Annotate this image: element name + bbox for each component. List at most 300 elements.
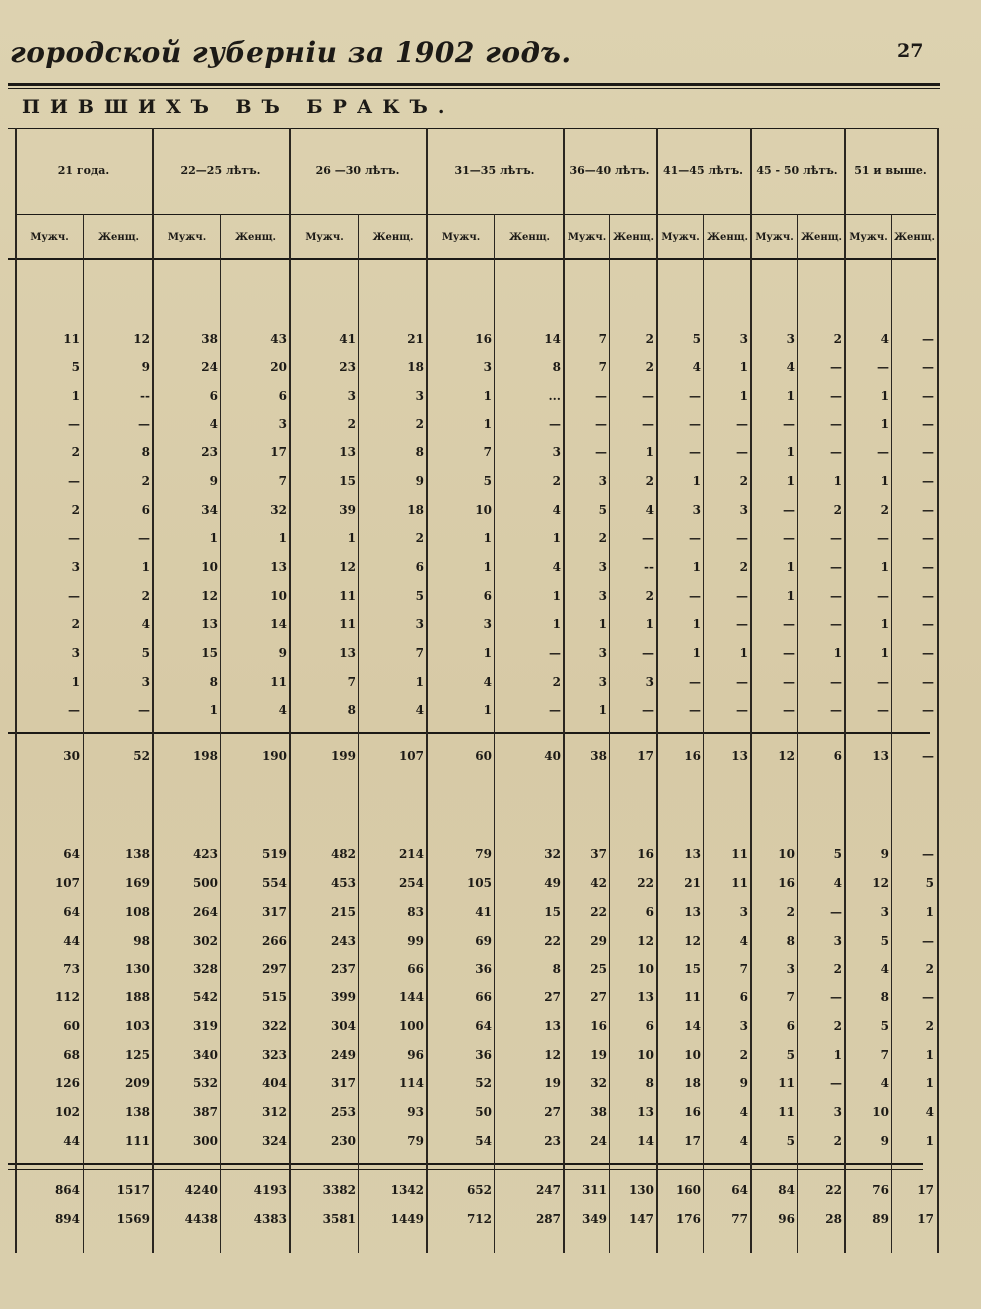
- table-cell: —: [877, 589, 889, 603]
- table-cell: —: [922, 389, 934, 403]
- table-cell: 3: [598, 560, 607, 574]
- table-cell: 126: [54, 1076, 80, 1090]
- sex-header: Мужч.: [567, 231, 607, 243]
- table-cell: 64: [63, 847, 80, 861]
- table-cell: —: [830, 1076, 842, 1090]
- table-cell: —: [783, 646, 795, 660]
- table-cell: —: [736, 675, 748, 689]
- table-cell: 1: [552, 531, 561, 545]
- table-cell: 5: [786, 1134, 795, 1148]
- table-cell: 60: [475, 749, 492, 763]
- table-cell: 1: [786, 445, 795, 459]
- table-cell: 1: [552, 589, 561, 603]
- table-cell: 10: [684, 1048, 701, 1062]
- table-cell: 130: [628, 1183, 654, 1197]
- table-cell: —: [783, 703, 795, 717]
- table-cell: 3: [786, 962, 795, 976]
- table-cell: 1: [925, 1076, 934, 1090]
- table-cell: 32: [270, 503, 287, 517]
- top-rule: [8, 83, 940, 86]
- table-cell: 18: [407, 503, 424, 517]
- table-cell: 17: [917, 1183, 934, 1197]
- block1-total-rule: [8, 732, 930, 734]
- column-rule: [494, 214, 495, 1253]
- table-cell: 5: [692, 332, 701, 346]
- grand-total-rule: [8, 1169, 923, 1170]
- table-cell: 4: [552, 560, 561, 574]
- table-cell: 42: [590, 876, 607, 890]
- table-cell: 2: [71, 617, 80, 631]
- table-cell: —: [922, 646, 934, 660]
- table-cell: 9: [278, 646, 287, 660]
- table-cell: 3: [141, 675, 150, 689]
- table-cell: 22: [637, 876, 654, 890]
- age-group-header: 41—45 лѣтъ.: [662, 163, 744, 177]
- table-cell: 482: [330, 847, 356, 861]
- table-cell: 21: [407, 332, 424, 346]
- table-cell: 12: [201, 589, 218, 603]
- section-title: ПИВШИХЪ ВЪ БРАКЪ.: [22, 96, 455, 118]
- table-cell: 5: [880, 1019, 889, 1033]
- table-cell: —: [922, 703, 934, 717]
- table-cell: 1: [739, 646, 748, 660]
- table-cell: —: [830, 389, 842, 403]
- table-cell: —: [689, 389, 701, 403]
- table-cell: —: [689, 589, 701, 603]
- table-cell: 312: [261, 1105, 287, 1119]
- table-cell: 1: [692, 560, 701, 574]
- table-cell: 21: [684, 876, 701, 890]
- table-cell: 1: [786, 389, 795, 403]
- table-cell: 169: [124, 876, 150, 890]
- table-cell: 7: [598, 360, 607, 374]
- table-cell: 64: [63, 905, 80, 919]
- age-group-header: 51 и выше.: [854, 163, 927, 177]
- table-cell: 3: [598, 474, 607, 488]
- table-cell: 453: [330, 876, 356, 890]
- table-cell: 4: [739, 934, 748, 948]
- age-group-header: 31—35 лѣтъ.: [454, 163, 535, 177]
- table-cell: —: [830, 675, 842, 689]
- table-cell: 7: [347, 675, 356, 689]
- table-cell: 349: [581, 1212, 607, 1226]
- table-cell: 13: [637, 1105, 654, 1119]
- table-cell: 237: [330, 962, 356, 976]
- table-cell: 7: [786, 990, 795, 1004]
- age-group-header: 22—25 лѣтъ.: [180, 163, 261, 177]
- table-cell: 16: [684, 1105, 701, 1119]
- table-cell: 13: [339, 646, 356, 660]
- table-cell: 13: [684, 905, 701, 919]
- table-cell: 3: [833, 934, 842, 948]
- page-number: 27: [897, 40, 924, 62]
- age-group-header: 26 —30 лѣтъ.: [315, 163, 400, 177]
- table-cell: 6: [141, 503, 150, 517]
- table-cell: 328: [192, 962, 218, 976]
- table-cell: —: [642, 646, 654, 660]
- table-cell: 14: [637, 1134, 654, 1148]
- table-cell: 399: [330, 990, 356, 1004]
- table-cell: —: [922, 617, 934, 631]
- table-cell: 17: [637, 749, 654, 763]
- table-cell: 36: [475, 1048, 492, 1062]
- table-cell: 7: [739, 962, 748, 976]
- table-cell: —: [595, 417, 607, 431]
- table-cell: 23: [544, 1134, 561, 1148]
- table-cell: 4: [645, 503, 654, 517]
- table-cell: 1: [880, 474, 889, 488]
- table-cell: 3: [880, 905, 889, 919]
- table-cell: 3: [483, 360, 492, 374]
- table-cell: 2: [645, 360, 654, 374]
- table-cell: —: [783, 503, 795, 517]
- table-cell: 4: [880, 962, 889, 976]
- table-cell: —: [877, 703, 889, 717]
- table-cell: 22: [590, 905, 607, 919]
- table-cell: 1: [739, 360, 748, 374]
- table-cell: 9: [739, 1076, 748, 1090]
- table-cell: 19: [544, 1076, 561, 1090]
- table-cell: 247: [535, 1183, 561, 1197]
- table-cell: 1: [209, 703, 218, 717]
- table-cell: 11: [731, 876, 748, 890]
- table-cell: 1: [483, 417, 492, 431]
- table-cell: 864: [54, 1183, 80, 1197]
- table-cell: 5: [598, 503, 607, 517]
- table-cell: 76: [872, 1183, 889, 1197]
- block2-total-rule: [8, 1163, 923, 1165]
- table-cell: 2: [880, 503, 889, 517]
- table-cell: 6: [739, 990, 748, 1004]
- table-cell: 2: [552, 675, 561, 689]
- table-cell: 23: [339, 360, 356, 374]
- table-cell: 9: [141, 360, 150, 374]
- table-cell: 6: [786, 1019, 795, 1033]
- table-cell: 6: [209, 389, 218, 403]
- table-cell: 249: [330, 1048, 356, 1062]
- table-cell: 16: [475, 332, 492, 346]
- table-cell: 317: [330, 1076, 356, 1090]
- table-cell: —: [830, 990, 842, 1004]
- table-cell: 1: [786, 474, 795, 488]
- table-cell: 1: [645, 617, 654, 631]
- table-cell: 22: [544, 934, 561, 948]
- table-cell: 8: [415, 445, 424, 459]
- table-cell: —: [736, 703, 748, 717]
- table-cell: —: [138, 417, 150, 431]
- table-cell: 4: [925, 1105, 934, 1119]
- table-cell: 304: [330, 1019, 356, 1033]
- table-cell: 3581: [322, 1212, 356, 1226]
- table-cell: 302: [192, 934, 218, 948]
- table-cell: 4: [739, 1105, 748, 1119]
- table-cell: 125: [124, 1048, 150, 1062]
- table-cell: 2: [347, 417, 356, 431]
- table-cell: 13: [544, 1019, 561, 1033]
- table-cell: 20: [270, 360, 287, 374]
- table-cell: 3: [278, 417, 287, 431]
- table-cell: 27: [544, 990, 561, 1004]
- sex-header: Женщ.: [706, 231, 749, 243]
- table-cell: 1: [209, 531, 218, 545]
- table-cell: 3: [598, 589, 607, 603]
- table-cell: 14: [684, 1019, 701, 1033]
- table-cell: 1: [739, 389, 748, 403]
- table-cell: —: [736, 617, 748, 631]
- table-cell: 7: [880, 1048, 889, 1062]
- table-cell: —: [830, 703, 842, 717]
- table-cell: 198: [192, 749, 218, 763]
- table-cell: 107: [398, 749, 424, 763]
- table-cell: 712: [466, 1212, 492, 1226]
- age-group-header: 45 - 50 лѣтъ.: [756, 163, 838, 177]
- table-cell: 79: [475, 847, 492, 861]
- table-cell: 7: [483, 445, 492, 459]
- table-cell: 29: [590, 934, 607, 948]
- table-cell: 8: [786, 934, 795, 948]
- table-cell: 1: [483, 389, 492, 403]
- table-cell: 3: [71, 560, 80, 574]
- table-cell: —: [830, 560, 842, 574]
- table-cell: 12: [637, 934, 654, 948]
- table-cell: —: [736, 417, 748, 431]
- table-cell: 60: [63, 1019, 80, 1033]
- table-cell: 3: [739, 503, 748, 517]
- table-cell: 2: [598, 531, 607, 545]
- table-cell: —: [68, 589, 80, 603]
- table-cell: 52: [133, 749, 150, 763]
- table-cell: —: [922, 990, 934, 1004]
- table-cell: 323: [261, 1048, 287, 1062]
- table-cell: 4: [209, 417, 218, 431]
- table-cell: 30: [63, 749, 80, 763]
- table-cell: 2: [71, 503, 80, 517]
- table-cell: 11: [731, 847, 748, 861]
- table-cell: 69: [475, 934, 492, 948]
- table-cell: 66: [407, 962, 424, 976]
- table-cell: —: [68, 474, 80, 488]
- table-cell: 2: [833, 1134, 842, 1148]
- table-cell: 16: [590, 1019, 607, 1033]
- table-cell: 209: [124, 1076, 150, 1090]
- table-cell: 44: [63, 934, 80, 948]
- page-title: городской губерніи за 1902 годъ.: [10, 36, 572, 69]
- table-cell: 1: [483, 703, 492, 717]
- table-cell: 1342: [390, 1183, 424, 1197]
- table-cell: 1: [925, 1134, 934, 1148]
- table-cell: 4193: [253, 1183, 287, 1197]
- table-cell: 12: [872, 876, 889, 890]
- table-cell: 1: [786, 560, 795, 574]
- table-cell: —: [877, 675, 889, 689]
- table-cell: 1: [483, 531, 492, 545]
- table-cell: 17: [270, 445, 287, 459]
- table-cell: —: [689, 531, 701, 545]
- table-cell: 2: [925, 1019, 934, 1033]
- table-cell: 5: [483, 474, 492, 488]
- table-cell: —: [877, 360, 889, 374]
- table-cell: 10: [270, 589, 287, 603]
- table-cell: 2: [645, 474, 654, 488]
- table-cell: 2: [833, 503, 842, 517]
- table-cell: 38: [201, 332, 218, 346]
- table-cell: 41: [475, 905, 492, 919]
- sex-header: Мужч.: [441, 231, 481, 243]
- table-cell: 1: [598, 703, 607, 717]
- table-cell: 4240: [184, 1183, 218, 1197]
- header-top-rule: [8, 128, 938, 129]
- table-cell: —: [922, 332, 934, 346]
- sex-header: Мужч.: [755, 231, 794, 243]
- table-cell: 4: [141, 617, 150, 631]
- table-cell: 1: [645, 445, 654, 459]
- table-cell: 52: [475, 1076, 492, 1090]
- table-cell: 93: [407, 1105, 424, 1119]
- table-cell: 4: [552, 503, 561, 517]
- table-cell: 500: [192, 876, 218, 890]
- table-cell: 2: [833, 962, 842, 976]
- table-cell: 2: [141, 589, 150, 603]
- table-cell: 532: [192, 1076, 218, 1090]
- table-cell: 3382: [322, 1183, 356, 1197]
- age-group-header: 21 года.: [57, 163, 110, 177]
- table-cell: 1517: [116, 1183, 150, 1197]
- sex-header: Мужч.: [167, 231, 207, 243]
- table-cell: 1: [347, 531, 356, 545]
- table-cell: 324: [261, 1134, 287, 1148]
- table-cell: 3: [739, 905, 748, 919]
- table-cell: 24: [201, 360, 218, 374]
- table-cell: 2: [552, 474, 561, 488]
- sex-header: Женщ.: [234, 231, 277, 243]
- table-cell: 1: [880, 646, 889, 660]
- table-cell: 3: [415, 389, 424, 403]
- table-cell: 43: [270, 332, 287, 346]
- table-cell: 5: [786, 1048, 795, 1062]
- table-cell: —: [922, 417, 934, 431]
- table-cell: 4: [692, 360, 701, 374]
- table-cell: 4: [483, 675, 492, 689]
- table-cell: 16: [778, 876, 795, 890]
- table-cell: 317: [261, 905, 287, 919]
- table-cell: 13: [339, 445, 356, 459]
- table-cell: 17: [917, 1212, 934, 1226]
- table-cell: —: [783, 417, 795, 431]
- table-cell: —: [736, 445, 748, 459]
- table-cell: 3: [483, 617, 492, 631]
- table-cell: 1: [483, 560, 492, 574]
- table-cell: 4: [278, 703, 287, 717]
- table-cell: ...: [548, 389, 561, 403]
- table-cell: 387: [192, 1105, 218, 1119]
- table-cell: —: [549, 703, 561, 717]
- table-cell: 13: [637, 990, 654, 1004]
- table-cell: 32: [544, 847, 561, 861]
- table-cell: —: [830, 905, 842, 919]
- table-cell: 7: [415, 646, 424, 660]
- table-cell: 264: [192, 905, 218, 919]
- table-cell: 2: [925, 962, 934, 976]
- table-cell: 11: [778, 1076, 795, 1090]
- table-cell: 8: [209, 675, 218, 689]
- table-cell: 98: [133, 934, 150, 948]
- table-cell: 8: [141, 445, 150, 459]
- age-group-header: 36—40 лѣтъ.: [569, 163, 650, 177]
- table-cell: —: [783, 617, 795, 631]
- table-cell: 9: [880, 847, 889, 861]
- table-cell: 254: [398, 876, 424, 890]
- sex-header: Женщ.: [612, 231, 655, 243]
- column-rule: [358, 214, 359, 1253]
- table-cell: 1: [925, 905, 934, 919]
- top-rule-thin: [8, 88, 940, 89]
- table-cell: 10: [637, 1048, 654, 1062]
- table-cell: 13: [872, 749, 889, 763]
- table-cell: 6: [645, 1019, 654, 1033]
- table-cell: —: [642, 417, 654, 431]
- table-cell: 2: [786, 905, 795, 919]
- table-cell: 6: [483, 589, 492, 603]
- table-cell: 3: [598, 646, 607, 660]
- table-cell: 1: [483, 646, 492, 660]
- table-cell: 4: [739, 1134, 748, 1148]
- table-cell: 28: [825, 1212, 842, 1226]
- table-cell: 4438: [184, 1212, 218, 1226]
- table-cell: 1: [833, 474, 842, 488]
- sex-header: Женщ.: [893, 231, 936, 243]
- table-cell: —: [68, 417, 80, 431]
- table-cell: 11: [684, 990, 701, 1004]
- table-cell: —: [922, 589, 934, 603]
- table-cell: 5: [415, 589, 424, 603]
- table-cell: 15: [544, 905, 561, 919]
- table-cell: 96: [407, 1048, 424, 1062]
- table-cell: 542: [192, 990, 218, 1004]
- table-cell: 19: [590, 1048, 607, 1062]
- table-cell: 3: [692, 503, 701, 517]
- table-cell: —: [922, 675, 934, 689]
- table-cell: 83: [407, 905, 424, 919]
- table-cell: 54: [475, 1134, 492, 1148]
- table-cell: 3: [645, 675, 654, 689]
- table-cell: 25: [590, 962, 607, 976]
- table-cell: 79: [407, 1134, 424, 1148]
- table-cell: 37: [590, 847, 607, 861]
- table-cell: 215: [330, 905, 356, 919]
- table-cell: 1: [880, 417, 889, 431]
- table-cell: 18: [407, 360, 424, 374]
- table-cell: —: [830, 360, 842, 374]
- table-cell: 2: [739, 474, 748, 488]
- table-cell: 16: [637, 847, 654, 861]
- table-cell: 8: [552, 962, 561, 976]
- table-cell: 322: [261, 1019, 287, 1033]
- table-cell: 14: [270, 617, 287, 631]
- table-cell: 2: [71, 445, 80, 459]
- table-cell: 112: [54, 990, 80, 1004]
- sex-header: Женщ.: [97, 231, 140, 243]
- table-cell: 15: [201, 646, 218, 660]
- table-cell: 138: [124, 847, 150, 861]
- table-cell: —: [922, 560, 934, 574]
- table-cell: 3: [347, 389, 356, 403]
- table-cell: 3: [415, 617, 424, 631]
- table-cell: 103: [124, 1019, 150, 1033]
- sex-header: Мужч.: [305, 231, 344, 243]
- table-cell: 423: [192, 847, 218, 861]
- table-cell: 1: [692, 646, 701, 660]
- table-cell: —: [877, 531, 889, 545]
